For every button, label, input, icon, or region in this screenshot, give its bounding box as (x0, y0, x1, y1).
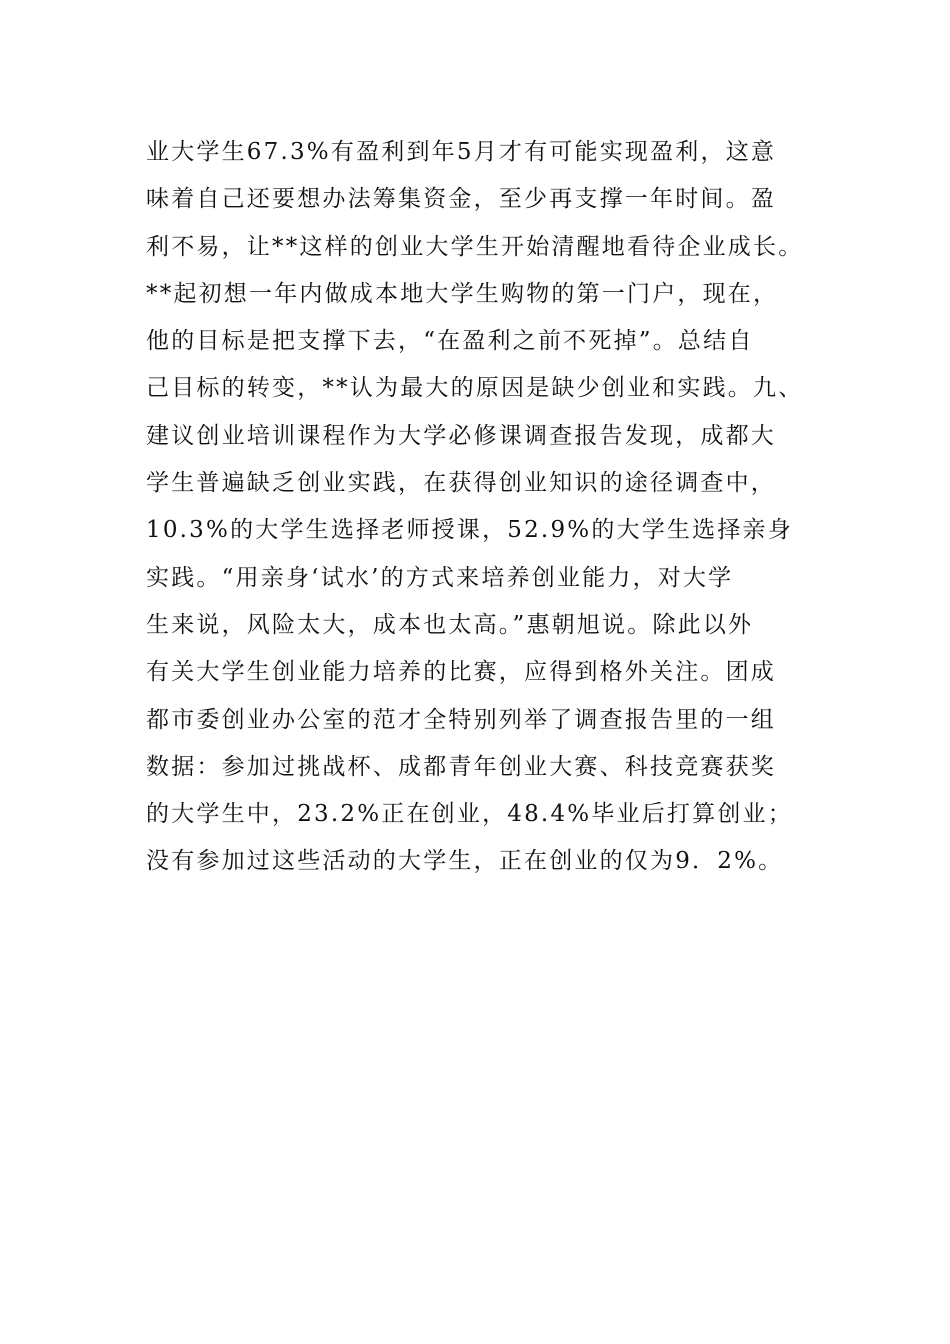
text-line: 他的目标是把支撑下去，“在盈利之前不死掉”。总结自 (146, 328, 754, 355)
text-line: 利不易，让**这样的创业大学生开始清醒地看待企业成长。 (146, 233, 804, 260)
text-line: 学生普遍缺乏创业实践，在获得创业知识的途径调查中， (146, 470, 776, 497)
text-line: 建议创业培训课程作为大学必修课调查报告发现，成都大 (146, 422, 776, 449)
text-line: 没有参加过这些活动的大学生，正在创业的仅为9．2%。 (146, 848, 784, 875)
text-line: 味着自己还要想办法筹集资金，至少再支撑一年时间。盈 (146, 186, 776, 213)
text-line: 业大学生67.3%有盈利到年5月才有可能实现盈利，这意 (146, 139, 777, 165)
text-line: 有关大学生创业能力培养的比赛，应得到格外关注。团成 (146, 659, 776, 686)
text-line: **起初想一年内做成本地大学生购物的第一门户，现在， (146, 280, 779, 307)
text-line: 10.3%的大学生选择老师授课，52.9%的大学生选择亲身 (146, 517, 793, 544)
body-text (146, 129, 846, 886)
text-line: 生来说，风险太大，成本也太高。”惠朝旭说。除此以外 (146, 611, 754, 638)
text-line: 都市委创业办公室的范才全特别列举了调查报告里的一组 (146, 706, 776, 733)
text-line: 数据：参加过挑战杯、成都青年创业大赛、科技竞赛获奖 (146, 753, 776, 780)
text-line: 己目标的转变，**认为最大的原因是缺少创业和实践。九、 (146, 375, 804, 402)
text-line: 的大学生中，23.2%正在创业，48.4%毕业后打算创业； (146, 801, 793, 828)
text-line: 实践。“用亲身‘试水’的方式来培养创业能力，对大学 (146, 564, 734, 591)
